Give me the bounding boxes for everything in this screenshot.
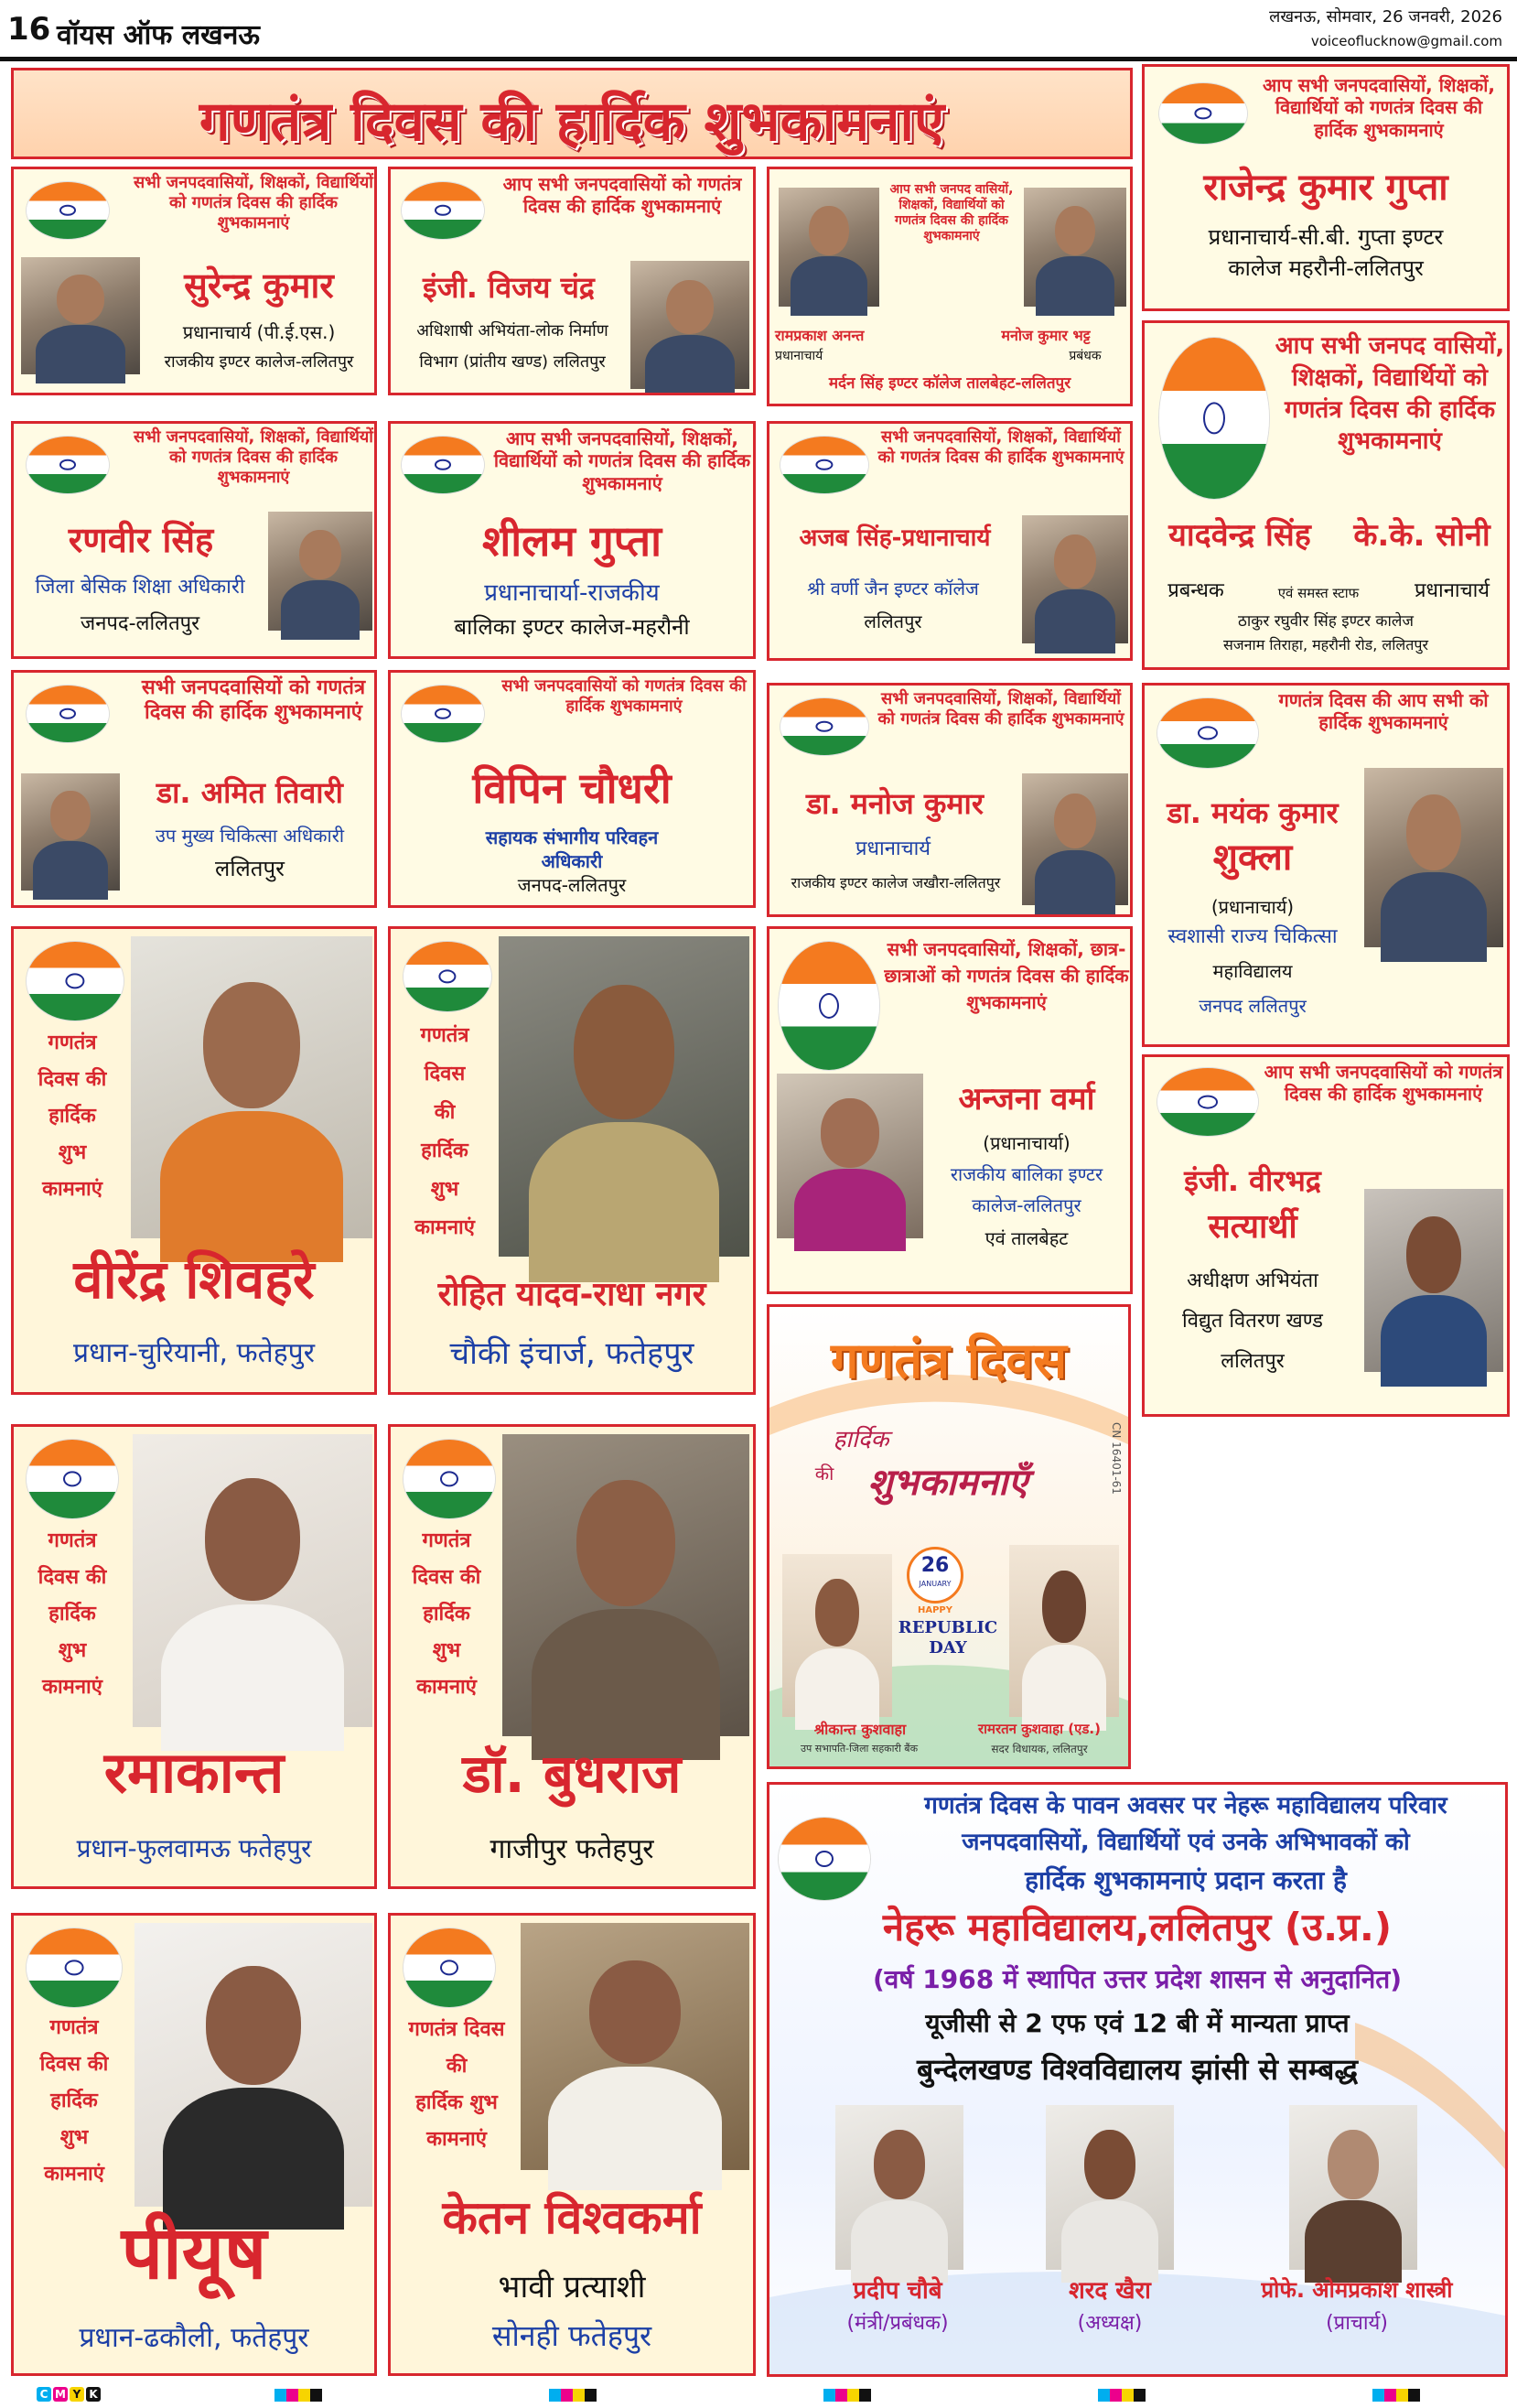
ad-mardan [767, 167, 1133, 406]
ad-name: विपिन चौधरी [472, 763, 672, 813]
person-name: शुक्ला [1212, 837, 1293, 879]
ad-republic-day [767, 1304, 1131, 1769]
cyan-mark: C [37, 2387, 51, 2402]
ad-greeting: सभी जनपदवासियों, शिक्षकों, विद्यार्थियों को गणतंत्र दिवस की हार्दिक शुभकामनाएं [134, 173, 373, 232]
wish-line: कामनाएं [416, 1676, 477, 1699]
flag-icon [402, 686, 484, 742]
person-name: यादवेन्द्र सिंह [1168, 517, 1311, 554]
wish-line: हार्दिक [50, 2089, 98, 2112]
person-photo [502, 1434, 749, 1736]
ad-veerbhadra [1142, 1054, 1510, 1417]
person-photo [1364, 1189, 1503, 1372]
staff-note: एवं समस्त स्टाफ [1277, 585, 1360, 601]
person-photo [499, 936, 749, 1257]
nehru-line: हार्दिक शुभकामनाएं प्रदान करता है [1025, 1865, 1347, 1895]
ad-rohit [388, 926, 756, 1395]
republic-sub: की [814, 1463, 834, 1485]
ad-designation: अधिशाषी अभियंता-लोक निर्माण [416, 321, 608, 340]
ad-designation: बालिका इण्टर कालेज-महरौनी [454, 614, 690, 640]
ad-designation: प्रधान-फुलवामऊ फतेहपुर [76, 1833, 312, 1863]
ad-designation: एवं तालबेहट [984, 1227, 1069, 1249]
ad-name: रमाकान्त [103, 1739, 285, 1806]
ad-designation: उप मुख्य चिकित्सा अधिकारी [155, 825, 345, 847]
ad-vijay [388, 167, 756, 395]
person-role: प्रधानाचार्य [775, 349, 823, 363]
flag-icon [27, 686, 109, 742]
ad-designation: कालेज-ललितपुर [972, 1194, 1081, 1216]
ad-designation: ललितपुर [1221, 1350, 1285, 1373]
ad-designation: कालेज महरौनी-ललितपुर [1228, 255, 1424, 281]
person-photo [131, 936, 372, 1238]
wish-line: हार्दिक शुभ [415, 2091, 498, 2114]
black-mark: K [86, 2387, 101, 2402]
ad-ramakant [11, 1424, 377, 1889]
person-role: प्रबन्धक [1167, 579, 1224, 602]
ad-greeting: गणतंत्र दिवस की आप सभी को हार्दिक शुभकामनाएं [1278, 689, 1489, 734]
person-photo [782, 1554, 892, 1717]
ad-name: डा. मनोज कुमार [806, 786, 984, 821]
ad-name: डॉ. बुधराज [462, 1743, 682, 1805]
republic-title: गणतंत्र दिवस [830, 1332, 1068, 1389]
flag-icon [1159, 338, 1269, 499]
ad-designation: प्रधानाचार्य-सी.बी. गुप्ता इण्टर [1208, 224, 1444, 250]
ad-designation: (प्रधानाचार्या) [983, 1132, 1071, 1154]
wish-line: शुभ [58, 1639, 87, 1662]
ad-designation: प्रधानाचार्य (पी.ई.एस.) [182, 321, 336, 343]
person-photo [630, 261, 749, 389]
badge-month: JANUARY [919, 1580, 952, 1588]
ad-designation: जनपद ललितपुर [1199, 995, 1307, 1017]
page-header [0, 0, 1517, 61]
person-photo [1022, 515, 1128, 643]
person-role: सदर विधायक, ललितपुर [991, 1743, 1088, 1755]
paper-name: वॉयस ऑफ लखनऊ [57, 19, 260, 51]
person-photo [134, 1923, 372, 2207]
person-name: मनोज कुमार भट्ट [1001, 327, 1091, 344]
ad-designation: राजकीय इण्टर कालेज-ललितपुर [164, 352, 354, 372]
yellow-mark: Y [70, 2387, 84, 2402]
person-name: श्रीकान्त कुशवाहा [813, 1721, 907, 1738]
ad-rajendra [1142, 64, 1510, 311]
ad-ajab [767, 421, 1133, 661]
wish-line: हार्दिक [421, 1139, 468, 1162]
flag-icon [27, 942, 124, 1020]
ad-designation: जिला बेसिक शिक्षा अधिकारी [35, 576, 245, 599]
flag-icon [1157, 1068, 1258, 1136]
person-role: (मंत्री/प्रबंधक) [846, 2312, 949, 2335]
wish-line: शुभ [430, 1178, 459, 1201]
ad-piyush [11, 1913, 377, 2376]
college-title: नेहरू महाविद्यालय,ललितपुर (उ.प्र.) [882, 1905, 1393, 1949]
ad-name: राजेन्द्र कुमार गुप्ता [1203, 167, 1448, 209]
ad-designation: सहायक संभागीय परिवहन [485, 826, 659, 848]
email-address: voiceoflucknow@gmail.com [1310, 33, 1502, 49]
registration-strip [823, 2389, 871, 2402]
ad-surendra [11, 167, 377, 395]
person-role: प्रधानाचार्य [1414, 579, 1490, 602]
person-name: प्रोफे. ओमप्रकाश शास्त्री [1261, 2277, 1453, 2303]
wish-line: गणतंत्र [420, 1024, 469, 1047]
republic-day-label: REPUBLIC DAY [898, 1618, 998, 1658]
flag-icon [403, 1928, 495, 2007]
ad-designation: गाजीपुर फतेहपुर [490, 1833, 654, 1865]
wish-line: दिवस की [39, 2053, 109, 2076]
person-name: शरद खैरा [1069, 2277, 1151, 2305]
wish-line: हार्दिक [423, 1603, 470, 1625]
page-number: 16 [7, 11, 51, 48]
ad-anjana [767, 926, 1133, 1294]
wish-line: दिवस [424, 1063, 466, 1085]
wish-line: गणतंत्र [49, 2016, 99, 2039]
ad-designation: विद्युत वितरण खण्ड [1182, 1310, 1323, 1333]
ad-sheelam [388, 421, 756, 659]
wish-line: कामनाएं [42, 1676, 102, 1699]
college-detail: यूजीसी से 2 एफ एवं 12 बी में मान्यता प्राप्त [925, 2008, 1350, 2038]
nehru-line: जनपदवासियों, विद्यार्थियों एवं उनके अभिभावकों को [962, 1829, 1410, 1856]
ad-greeting: आप सभी जनपद वासियों, शिक्षकों, विद्यार्थियों को गणतंत्र दिवस की हार्दिक शुभकामनाएं [1275, 332, 1505, 456]
wish-line: शुभ [59, 2126, 89, 2149]
ad-greeting: आप सभी जनपदवासियों को गणतंत्र दिवस की हार्दिक शुभकामनाएं [502, 173, 742, 218]
ad-designation: चौकी इंचार्ज, फतेहपुर [449, 1335, 694, 1372]
flag-icon [403, 1440, 495, 1518]
wish-line: हार्दिक [48, 1105, 96, 1128]
ad-name: डा. अमित तिवारी [156, 775, 343, 810]
ad-name: केतन विश्वकर्मा [442, 2191, 702, 2244]
ad-greeting: आप सभी जनपदवासियों को गणतंत्र दिवस की हार्दिक शुभकामनाएं [1264, 1061, 1503, 1106]
ad-designation: जनपद-ललितपुर [80, 612, 200, 635]
ad-greeting: सभी जनपदवासियों को गणतंत्र दिवस की हार्दिक शुभकामनाएं [141, 676, 366, 724]
wish-line: कामनाएं [44, 2163, 104, 2186]
wish-line: कामनाएं [42, 1178, 102, 1201]
registration-strip [549, 2389, 597, 2402]
ad-designation: भावी प्रत्याशी [498, 2269, 646, 2305]
flag-icon [27, 182, 109, 239]
wish-line: की [446, 2055, 468, 2078]
flag-icon [1157, 698, 1258, 768]
college-place: सजनाम तिराहा, महरौनी रोड, ललितपुर [1222, 636, 1428, 653]
flag-icon [780, 698, 868, 755]
wish-line: गणतंत्र [48, 1031, 97, 1054]
banner-title: गणतंत्र दिवस की हार्दिक शुभकामनाएं [199, 90, 945, 154]
flag-icon [402, 437, 484, 493]
wish-line: दिवस की [38, 1566, 107, 1589]
person-photo [1289, 2105, 1417, 2270]
ad-designation: प्रधानाचार्य [855, 837, 931, 860]
wish-line: शुभ [432, 1639, 461, 1662]
ad-budhraj [388, 1424, 756, 1889]
person-role: प्रबंधक [1069, 349, 1102, 363]
cmyk-marks [37, 2387, 102, 2402]
ad-designation: प्रधानाचार्या-राजकीय [484, 579, 660, 607]
ad-designation: महाविद्यालय [1212, 960, 1293, 982]
ad-designation: जनपद-ललितपुर [517, 874, 627, 896]
person-photo [21, 257, 140, 374]
wish-line: हार्दिक [48, 1603, 96, 1625]
flag-icon [27, 437, 109, 493]
ad-designation: स्वशासी राज्य चिकित्सा [1167, 925, 1338, 948]
ad-designation: विभाग (प्रांतीय खण्ड) ललितपुर [419, 352, 606, 372]
person-name: इंजी. वीरभद्र [1184, 1163, 1321, 1198]
happy-label: HAPPY [917, 1605, 952, 1615]
ad-amit [11, 670, 377, 908]
ad-name: इंजी. विजय चंद्र [423, 270, 595, 305]
ad-designation: ललितपुर [215, 856, 285, 881]
person-role: उप सभापति-जिला सहकारी बैंक [800, 1743, 919, 1755]
flag-icon [779, 942, 879, 1070]
ad-name: अजब सिंह-प्रधानाचार्य [799, 524, 991, 552]
ad-designation: अधिकारी [541, 850, 603, 872]
person-photo [835, 2105, 963, 2270]
flag-icon [403, 942, 491, 1011]
ad-greeting: आप सभी जनपदवासियों, शिक्षकों, विद्यार्थियों को गणतंत्र दिवस की हार्दिक शुभकामनाएं [493, 427, 751, 494]
wish-line: कामनाएं [414, 1216, 475, 1239]
ad-designation: राजकीय इण्टर कालेज जखौरा-ललितपुर [791, 874, 1001, 891]
ad-name: रोहित यादव-राधा नगर [437, 1276, 706, 1313]
registration-strip [1098, 2389, 1146, 2402]
ad-greeting: सभी जनपदवासियों, शिक्षकों, विद्यार्थियों को गणतंत्र दिवस की हार्दिक शुभकामनाएं [134, 427, 373, 487]
ad-greeting: आप सभी जनपदवासियों, शिक्षकों, विद्यार्थियों को गणतंत्र दिवस की हार्दिक शुभकामनाएं [1262, 74, 1495, 141]
person-photo [1024, 188, 1126, 307]
republic-sub: हार्दिक [833, 1426, 889, 1453]
wish-line: गणतंत्र [422, 1529, 471, 1552]
ad-name: रणवीर सिंह [68, 520, 214, 560]
ad-designation: सोनही फतेहपुर [491, 2318, 652, 2353]
ad-designation: श्री वर्णी जैन इण्टर कॉलेज [807, 578, 979, 599]
college-detail: बुन्देलखण्ड विश्वविद्यालय झांसी से सम्बद्ध [916, 2052, 1359, 2087]
flag-icon [27, 1928, 122, 2007]
date-line: लखनऊ, सोमवार, 26 जनवरी, 2026 [1269, 7, 1502, 27]
person-photo [1046, 2105, 1174, 2270]
flag-icon [1159, 83, 1247, 144]
person-photo [268, 512, 372, 631]
flag-icon [780, 437, 868, 493]
registration-strip [274, 2389, 322, 2402]
ad-name: वीरेंद्र शिवहरे [73, 1248, 315, 1311]
person-photo [779, 188, 879, 307]
college-name: ठाकुर रघुवीर सिंह इण्टर कालेज [1238, 612, 1414, 631]
person-name: प्रदीप चौबे [853, 2277, 942, 2305]
flag-icon [27, 1440, 118, 1518]
person-photo [1364, 768, 1503, 947]
ad-designation: राजकीय बालिका इण्टर [950, 1163, 1103, 1185]
wish-line: की [434, 1101, 456, 1124]
code-number: CN 16401-61 [1110, 1422, 1123, 1495]
ad-designation: प्रधान-ढकौली, फतेहपुर [79, 2322, 309, 2354]
wish-line: कामनाएं [426, 2128, 487, 2151]
college-name: मर्दन सिंह इण्टर कॉलेज तालबेहट-ललितपुर [828, 374, 1071, 393]
ad-name: सुरेन्द्र कुमार [184, 265, 334, 306]
ad-designation: प्रधान-चुरियानी, फतेहपुर [73, 1337, 315, 1369]
wish-line: दिवस की [38, 1068, 107, 1091]
person-photo [1009, 1545, 1119, 1717]
person-photo [521, 1923, 749, 2170]
ad-ketan [388, 1913, 756, 2376]
registration-strip [1372, 2389, 1420, 2402]
ad-mayank [1142, 683, 1510, 1047]
person-photo [777, 1074, 923, 1238]
ad-yadvendra [1142, 320, 1510, 670]
ad-greeting: सभी जनपदवासियों, शिक्षकों, विद्यार्थियों को गणतंत्र दिवस की हार्दिक शुभकामनाएं [877, 427, 1124, 467]
person-name: सत्यार्थी [1208, 1208, 1297, 1246]
ad-name: अन्जना वर्मा [958, 1081, 1095, 1118]
person-name: डा. मयंक कुमार [1167, 795, 1339, 830]
flag-icon [402, 182, 484, 239]
ad-name: शीलम गुप्ता [481, 516, 662, 566]
ad-designation: (प्रधानाचार्य) [1210, 896, 1295, 918]
ad-designation: अधीक्षण अभियंता [1187, 1269, 1318, 1292]
republic-sub: शुभकामनाएँ [867, 1462, 1028, 1504]
ad-ranveer [11, 421, 377, 659]
wish-line: शुभ [58, 1141, 87, 1164]
wish-line: गणतंत्र [48, 1529, 97, 1552]
print-footer [0, 2385, 1517, 2408]
person-role: (प्राचार्य) [1326, 2312, 1388, 2335]
ad-manoj [767, 683, 1133, 917]
person-name: के.के. सोनी [1353, 517, 1490, 554]
nehru-line: गणतंत्र दिवस के पावन अवसर पर नेहरू महाविद्यालय परिवार [924, 1792, 1447, 1819]
wish-line: दिवस की [412, 1566, 481, 1589]
greeting-banner [11, 68, 1133, 159]
person-photo [21, 773, 120, 891]
ad-vipin [388, 670, 756, 908]
ad-name: पीयूष [121, 2210, 267, 2295]
wish-line: गणतंत्र दिवस [408, 2018, 505, 2041]
magenta-mark: M [53, 2387, 68, 2402]
ad-virendra [11, 926, 377, 1395]
person-name: रामप्रकाश अनन्त [775, 327, 865, 344]
ad-greeting: आप सभी जनपद वासियों, शिक्षकों, विद्यार्थियों को गणतंत्र दिवस की हार्दिक शुभकामनाएं [889, 182, 1014, 244]
college-detail: (वर्ष 1968 में स्थापित उत्तर प्रदेश शासन से अनुदानित) [872, 1964, 1403, 1994]
ad-nehru-college [767, 1782, 1508, 2377]
person-name: रामरतन कुशवाहा (एड.) [978, 1721, 1101, 1737]
ad-greeting: सभी जनपदवासियों को गणतंत्र दिवस की हार्दिक शुभकामनाएं [501, 676, 747, 716]
person-photo [133, 1434, 372, 1727]
badge-number: 26 [920, 1554, 950, 1577]
ad-designation: ललितपुर [864, 610, 922, 632]
person-role: (अध्यक्ष) [1077, 2312, 1143, 2335]
ad-greeting: सभी जनपदवासियों, शिक्षकों, छात्र-छात्राओं को गणतंत्र दिवस की हार्दिक शुभकामनाएं [884, 938, 1129, 1013]
person-photo [1022, 773, 1128, 905]
ad-greeting: सभी जनपदवासियों, शिक्षकों, विद्यार्थियों को गणतंत्र दिवस की हार्दिक शुभकामनाएं [877, 689, 1124, 729]
